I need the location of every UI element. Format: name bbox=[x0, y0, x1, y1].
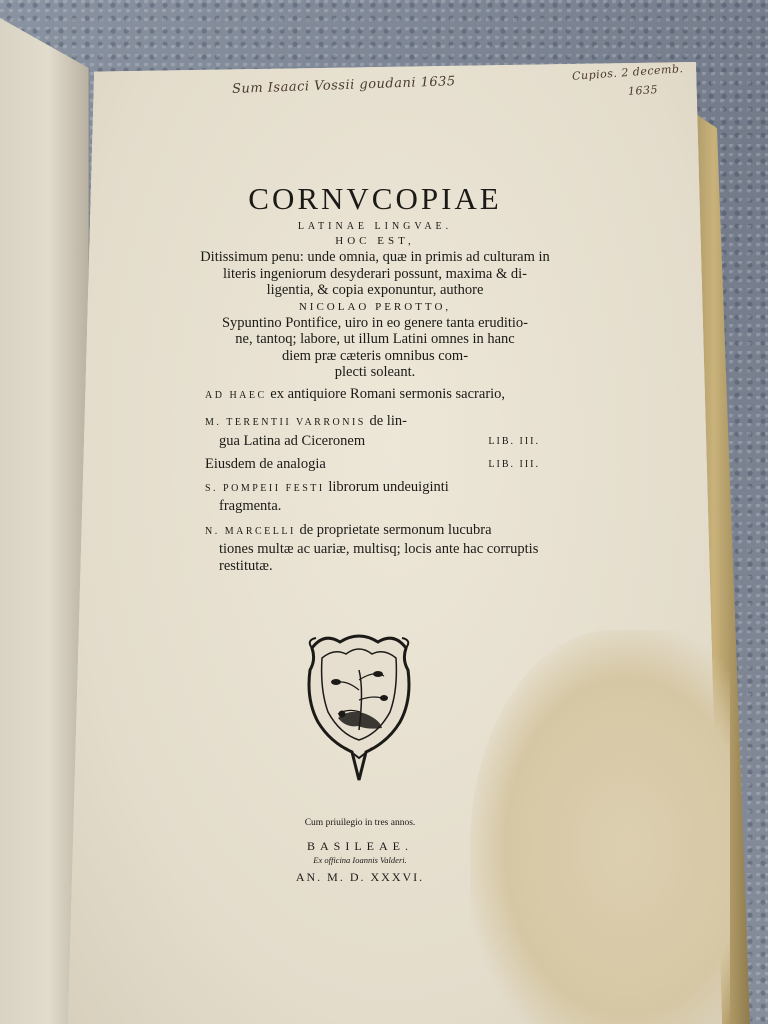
privilege-line: Cum priuilegio in tres annos. bbox=[304, 818, 416, 828]
festus-line-2: fragmenta. bbox=[219, 498, 282, 514]
description-line: ne, tantoq; labore, ut illum Latini omnes in hanc bbox=[235, 331, 515, 347]
varro-caps: M. TERENTII VARRONIS bbox=[205, 417, 366, 428]
hoc-est: HOC EST, bbox=[335, 235, 415, 247]
contents-list bbox=[205, 384, 540, 575]
handwritten-year: 1635 bbox=[627, 82, 659, 99]
marcelli-line-3: restitutæ. bbox=[219, 558, 273, 574]
contents-item-marcelli bbox=[205, 521, 540, 541]
varro-line-2 bbox=[205, 432, 540, 451]
contents-item-varro bbox=[205, 412, 540, 432]
marcelli-text: de proprietate sermonum lucubra bbox=[299, 522, 492, 538]
festus-text: librorum undeuiginti bbox=[328, 479, 449, 495]
description-line: diem præ cæteris omnibus com- bbox=[281, 347, 469, 364]
adhaec-caps: AD HAEC bbox=[205, 390, 267, 401]
handwritten-purchase-note: Cupios. 2 decemb. bbox=[571, 62, 684, 83]
imprint-city: BASILEAE. bbox=[307, 839, 413, 853]
description-line: Sypuntino Pontifice, uiro in eo genere tanta eruditio- bbox=[221, 314, 529, 331]
contents-item-festus bbox=[205, 478, 540, 498]
imprint bbox=[250, 816, 470, 887]
varro-line-2-text: gua Latina ad Ciceronem bbox=[219, 433, 366, 449]
contents-item-analogia bbox=[205, 455, 540, 474]
main-title: CORNVCOPIAE bbox=[248, 181, 502, 216]
sub-title: LATINAE LINGVAE. bbox=[297, 221, 453, 232]
adhaec-text: ex antiquiore Romani sermonis sacrario, bbox=[270, 386, 506, 402]
marcelli-caps: N. MARCELLI bbox=[205, 526, 296, 537]
analogia-text: Eiusdem de analogia bbox=[205, 456, 326, 472]
description-line: Ditissimum penu: unde omnia, quæ in primis ad culturam in bbox=[200, 249, 550, 265]
handwritten-ownership-note: Sum Isaaci Vossii goudani 1635 bbox=[231, 74, 456, 97]
imprint-date: AN. M. D. XXXVI. bbox=[295, 870, 425, 884]
author-name: NICOLAO PEROTTO, bbox=[298, 300, 452, 313]
marcelli-line-2: tiones multæ ac uariæ, multisq; locis ante hac corruptis bbox=[219, 541, 539, 557]
analogia-lib: LIB. III. bbox=[488, 459, 540, 470]
varro-text: de lin- bbox=[369, 413, 407, 429]
varro-lib: LIB. III. bbox=[488, 436, 540, 447]
heraldic-shield-with-bird-icon bbox=[304, 630, 414, 785]
description-line: plecti soleant. bbox=[334, 364, 416, 380]
contents-item-adhaec bbox=[205, 384, 540, 406]
title-block bbox=[175, 180, 575, 381]
description-line: ligentia, & copia exponuntur, authore bbox=[266, 282, 484, 298]
imprint-printer: Ex officina Ioannis Valderi. bbox=[313, 855, 407, 865]
description-line: literis ingeniorum desyderari possunt, maxima & di- bbox=[222, 265, 528, 282]
festus-caps: S. POMPEII FESTI bbox=[205, 483, 325, 494]
